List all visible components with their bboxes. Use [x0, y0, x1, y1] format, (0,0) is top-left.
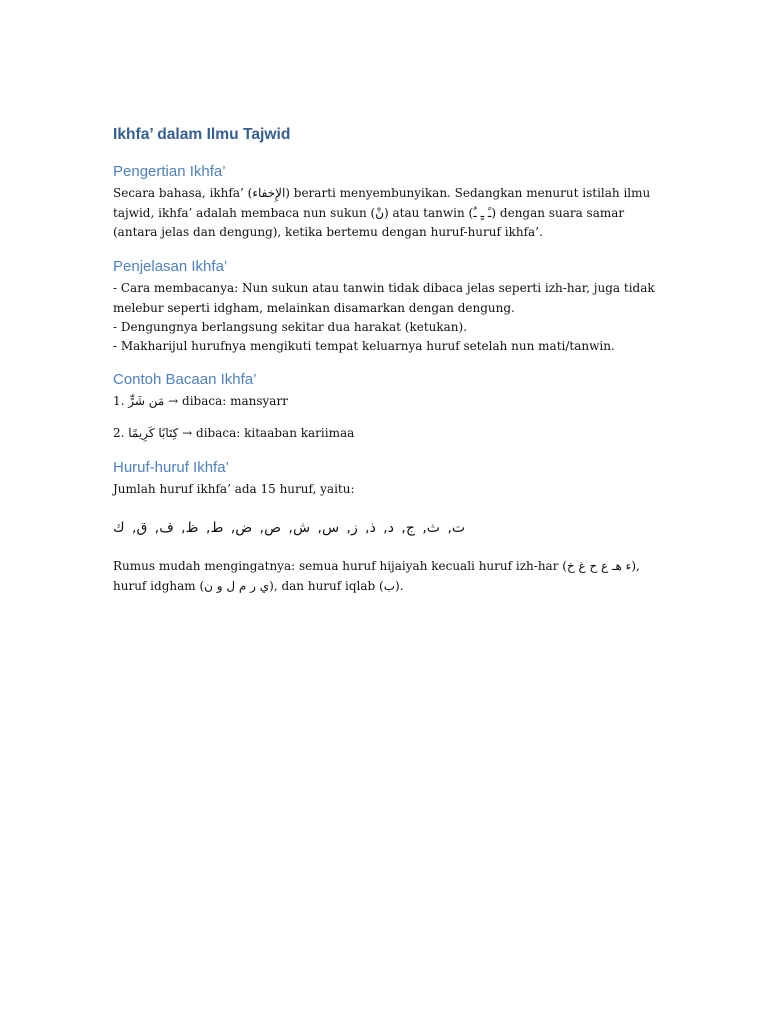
section-heading-penjelasan: Penjelasan Ikhfa’ — [113, 258, 228, 275]
paragraph-line: huruf idgham (ي ر م ل و ن), dan huruf iqlab (ب). — [113, 578, 404, 593]
bullet-line: - Makharijul hurufnya mengikuti tempat keluarnya huruf setelah nun mati/tanwin. — [113, 339, 615, 354]
bullet-line: - Dengungnya berlangsung sekitar dua harakat (ketukan). — [113, 320, 468, 335]
example-line: 2. كِتَابًا كَرِيمًا → dibaca: kitaaban kariimaa — [113, 426, 355, 441]
section-heading-contoh: Contoh Bacaan Ikhfa’ — [113, 371, 257, 388]
bullet-line: - Cara membacanya: Nun sukun atau tanwin tidak dibaca jelas seperti izh-har, juga tidak — [113, 281, 655, 296]
paragraph-line: Secara bahasa, ikhfa’ (الإِخفاء) berarti menyembunyikan. Sedangkan menurut istilah ilmu — [113, 186, 651, 201]
bullet-line: melebur seperti idgham, melainkan disamarkan dengan dengung. — [113, 300, 515, 315]
mnemonic-paragraph — [113, 557, 640, 596]
letters-intro — [113, 480, 355, 499]
document-title: Ikhfa’ dalam Ilmu Tajwid — [113, 126, 291, 143]
arabic-letters-line: ت, ث, ج, د, ذ, ز, س, ش, ص, ض, ط, ظ, ف, ق, ك — [113, 520, 466, 536]
section-heading-pengertian: Pengertian Ikhfa’ — [113, 163, 226, 180]
paragraph-line: Jumlah huruf ikhfa’ ada 15 huruf, yaitu: — [113, 482, 355, 497]
paragraph-penjelasan — [113, 279, 655, 357]
example-line: 1. مَن شَرٍّ → dibaca: mansyarr — [113, 394, 288, 409]
paragraph-pengertian — [113, 184, 650, 242]
paragraph-line: tajwid, ikhfa’ adalah membaca nun sukun (نْ) atau tanwin (ـً ـٍ ـٌ) dengan suara samar — [113, 205, 625, 220]
example-item — [113, 392, 288, 411]
section-heading-huruf: Huruf-huruf Ikhfa’ — [113, 459, 229, 476]
paragraph-line: (antara jelas dan dengung), ketika bertemu dengan huruf-huruf ikhfa’. — [113, 225, 543, 240]
example-item — [113, 424, 354, 443]
paragraph-line: Rumus mudah mengingatnya: semua huruf hijaiyah kecuali huruf izh-har (ء هـ ع ح غ خ), — [113, 559, 640, 574]
